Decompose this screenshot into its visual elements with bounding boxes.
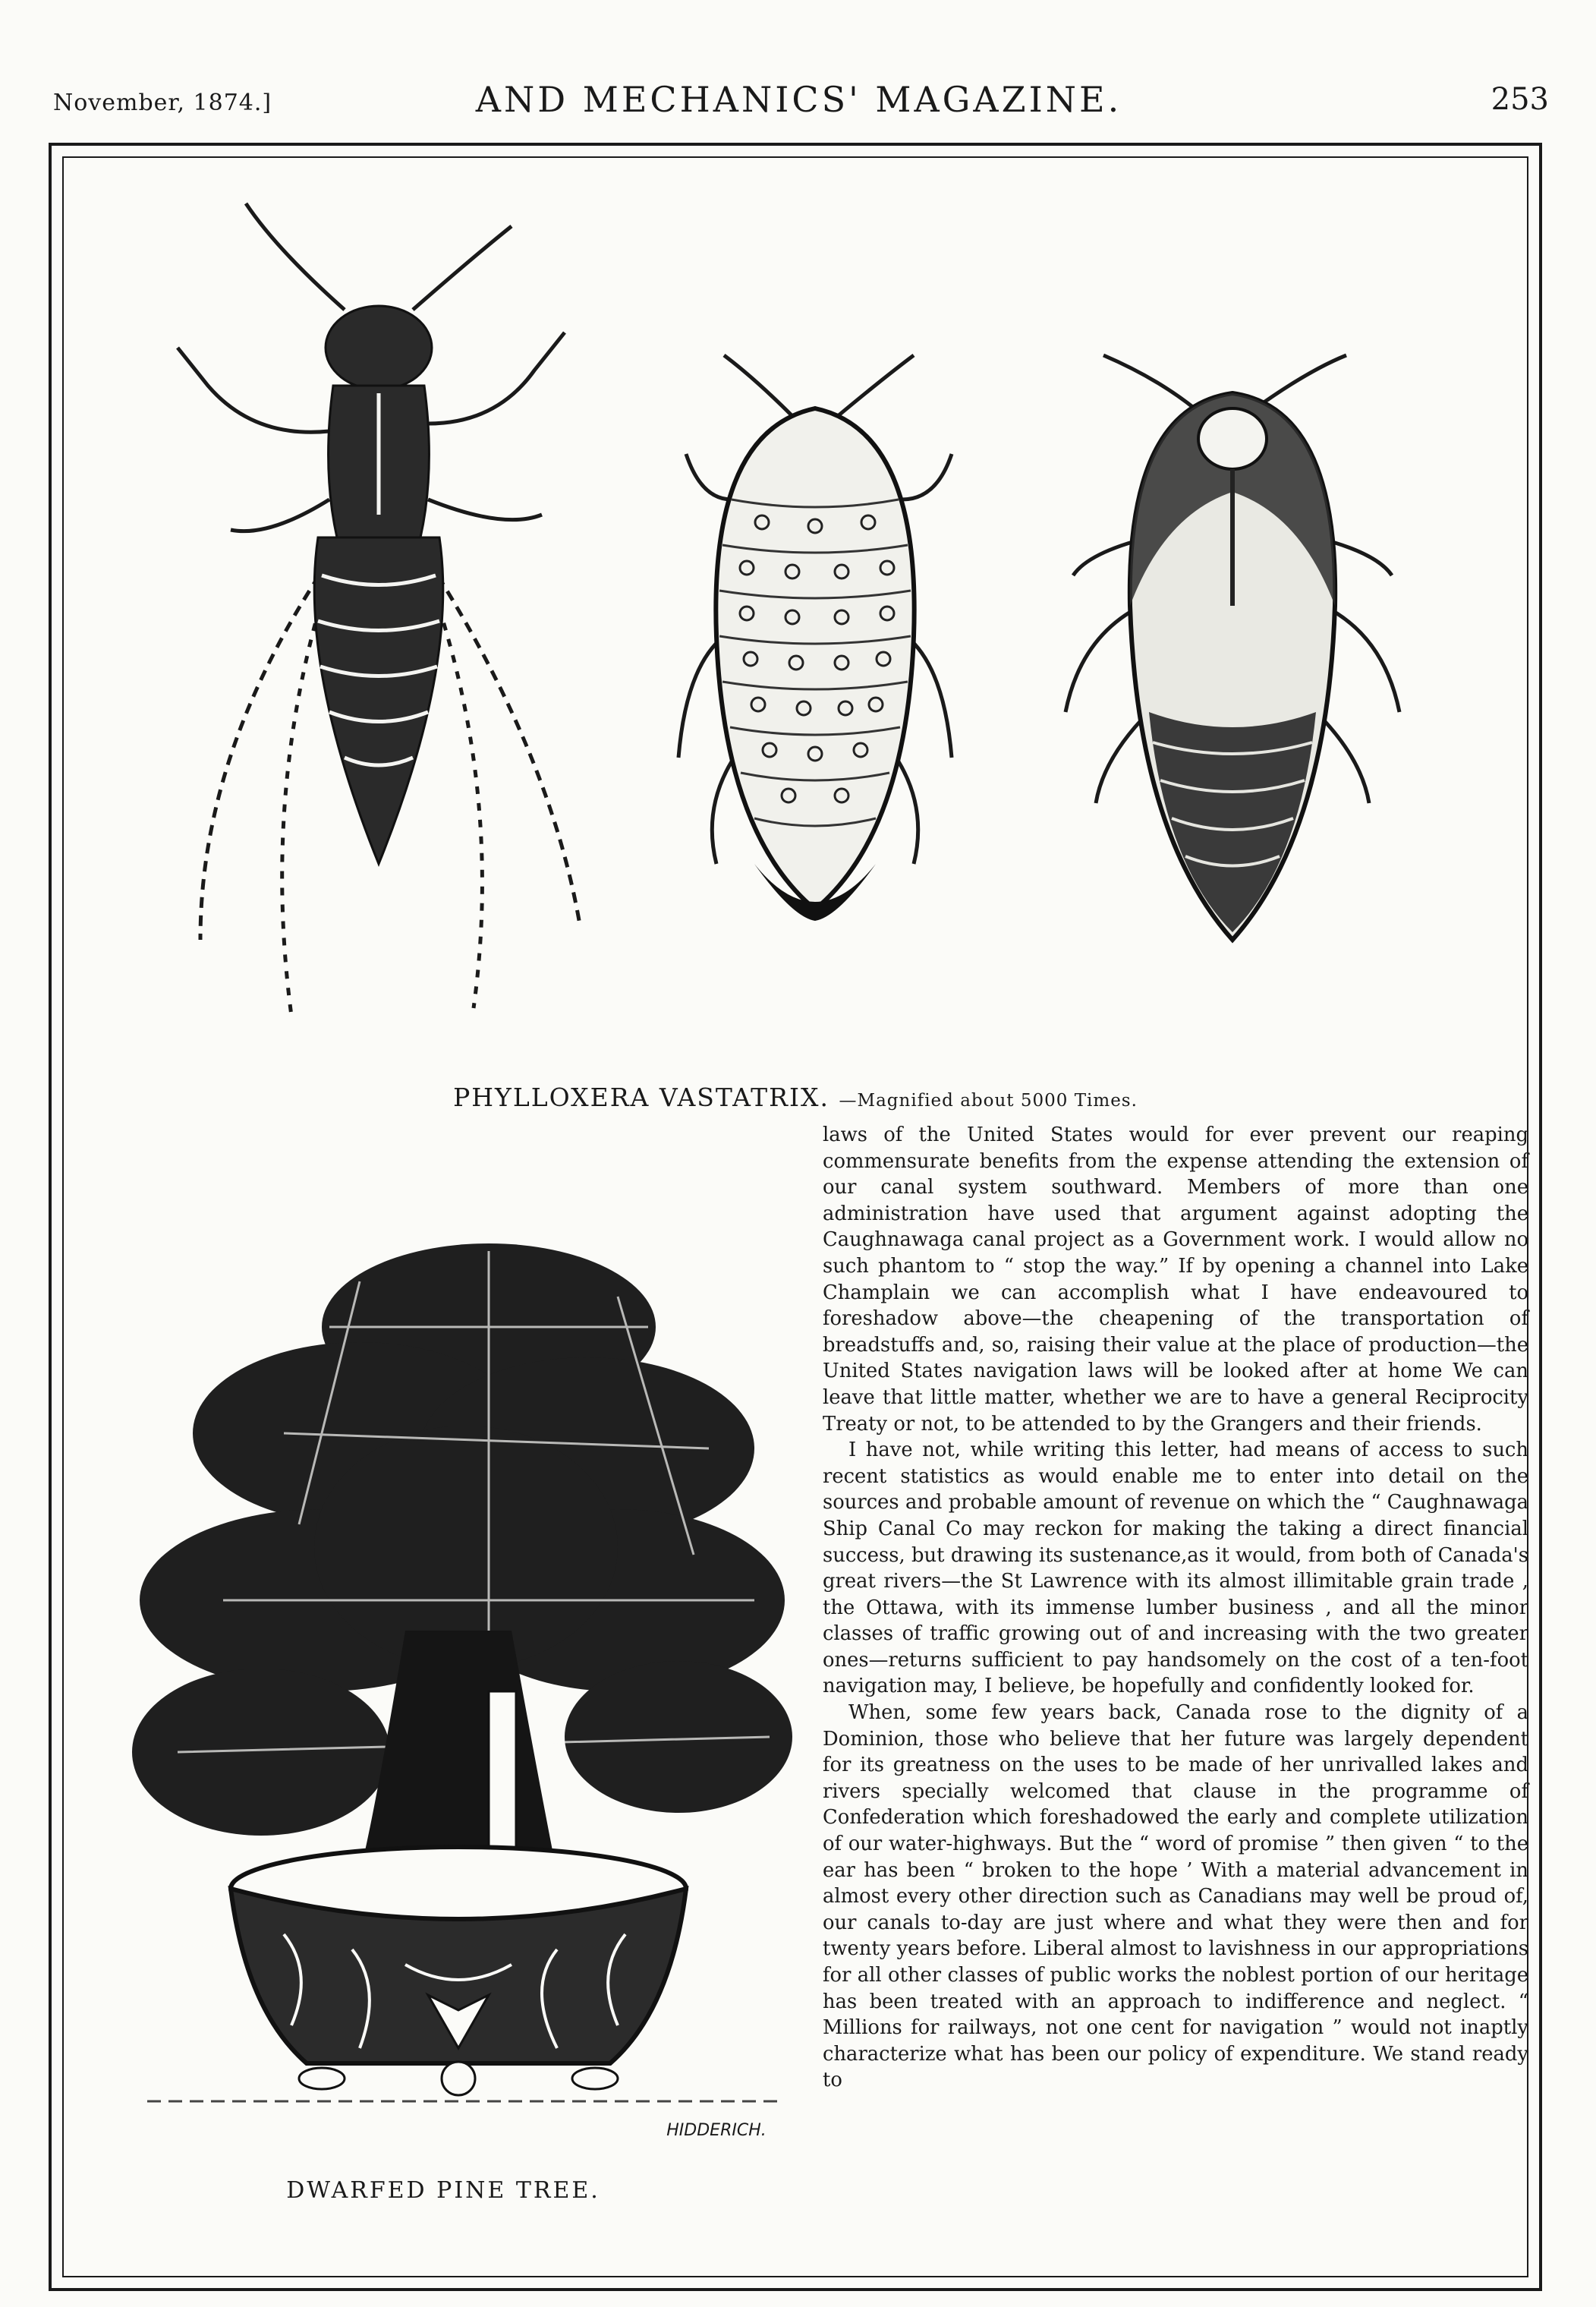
running-head	[46, 76, 1552, 121]
page-number: 253	[1491, 82, 1549, 117]
insect-underside-illustration	[1012, 181, 1453, 1016]
figure-caption-phylloxera	[64, 1083, 1527, 1112]
spotted-insect-drawing	[641, 181, 990, 1016]
page-frame-inner	[62, 156, 1528, 2277]
engraver-signature: HIDDERICH.	[666, 2121, 767, 2140]
caption-title: PHYLLOXERA VASTATRIX.	[453, 1083, 830, 1112]
article-paragraph-3: When, some few years back, Canada rose to the dignity of a Dominion, those who believe that her future was largely dependent for its greatness on the uses to be made of her unrivalled lakes and rivers specially welcomed that clause in the programme of Confederation which foreshadowed the early and complete utilization of our water-highways. But the “ word of promise ” then given “ to the ear has been “ broken to the hope ’ With a material advancement in almost every other direction such as Canadians may well be proud of, our canals to-day are just where and what they were then and for twenty years before. Liberal almost to lavishness in our appropriations for all other classes of public works the noblest portion of our heritage has been treated with an approach to indifference and neglect. “ Millions for railways, not one cent for navigation ” would not inaptly characterize what has been our policy of expenditure. We stand ready to	[823, 1701, 1528, 2092]
winged-insect-drawing	[155, 181, 610, 1061]
article-paragraph-1: laws of the United States would for ever prevent our reaping commensurate benefits from the expense attending the extension of our canal system southward. Members of more than one administration have used that argument against adopting the Caughnawaga canal project as a Government work. I would allow no such phantom to “ stop the way.” If by opening a channel into Lake Champlain we can accomplish what I have endeavoured to foreshadow above—the cheapening of the transportation of breadstuffs and, so, raising their value at the place of production—the United States navigation laws will be looked after at home We can leave that little matter, whether we are to have a general Reciprocity Treaty or not, to be attended to by the Grangers and their friends.	[823, 1124, 1528, 1436]
dwarfed-pine-tree-illustration	[132, 1206, 800, 2154]
article-column	[823, 1122, 1528, 2094]
pine-tree-drawing	[132, 1206, 800, 2154]
figure-caption-pine: DWARFED PINE TREE.	[286, 2177, 600, 2204]
insect-winged-illustration	[155, 181, 610, 1061]
underside-insect-drawing	[1012, 181, 1453, 1016]
header-title: AND MECHANICS' MAGAZINE.	[475, 79, 1122, 120]
article-paragraph-2: I have not, while writing this letter, had means of access to such recent statistics as would enable me to enter into detail on the sources and probable amount of revenue on which the “ Caughnawaga Ship Canal Co may reckon for making the taking a direct financial success, but drawing its sustenance,as it would, from both of Canada's great rivers—the St Lawrence with its almost illimitable grain trade , the Ottawa, with its immense lumber business , and all the minor classes of traffic growing out of and increasing with the two greater ones—returns sufficient to pay handsomely on the cost of a ten-foot navigation may, I believe, be hopefully and confidently looked for.	[823, 1439, 1528, 1698]
page-frame	[49, 143, 1542, 2291]
header-date: November, 1874.]	[53, 90, 272, 116]
insect-spotted-illustration	[641, 181, 990, 1016]
caption-subtitle: —Magnified about 5000 Times.	[839, 1091, 1138, 1111]
